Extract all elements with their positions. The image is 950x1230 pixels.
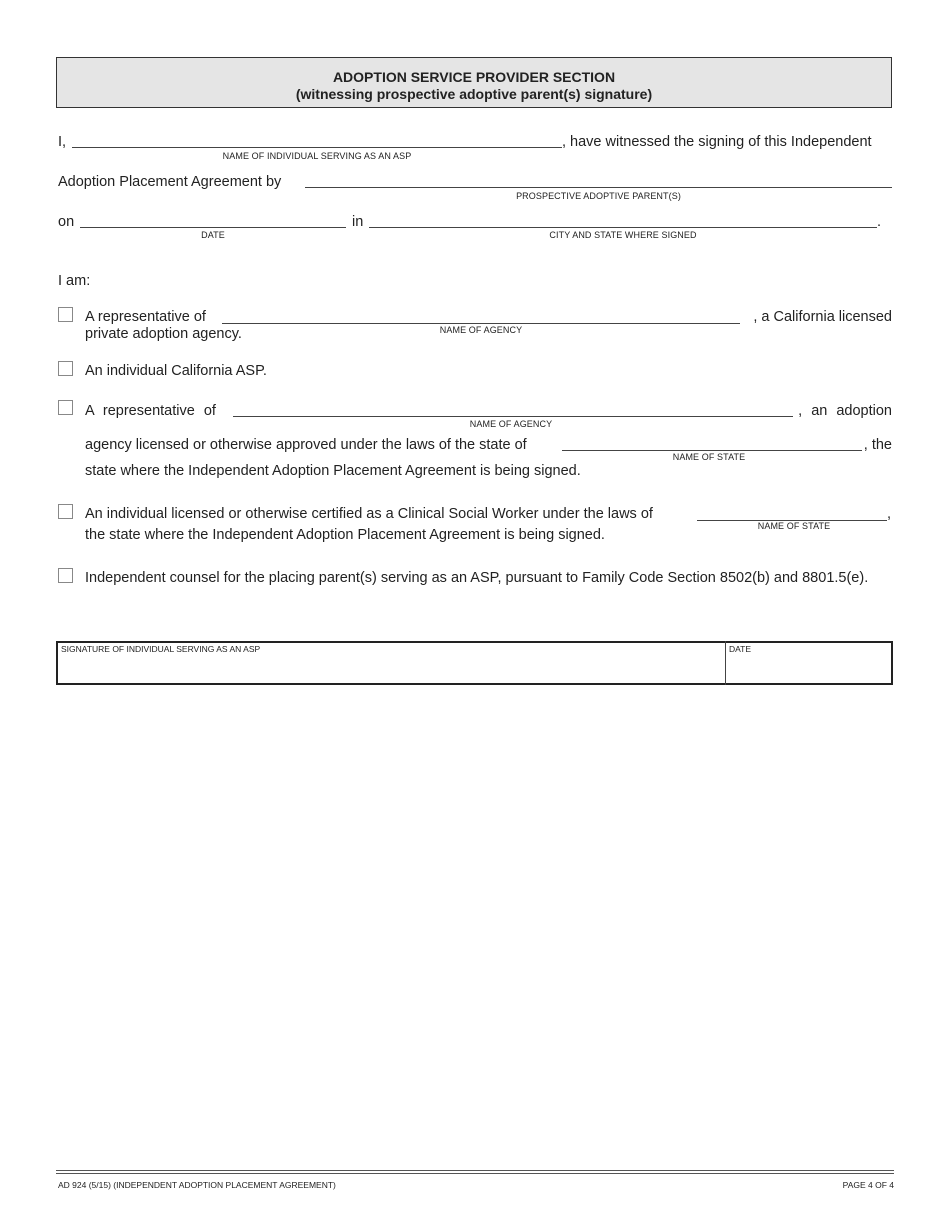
agency-name-field[interactable] [222,323,740,324]
signing-date-caption: DATE [201,230,225,240]
option-other-state-text-2: agency licensed or otherwise approved under the laws of the state of [85,437,527,453]
other-agency-name-caption: NAME OF AGENCY [469,419,553,429]
other-state-name-field[interactable] [562,450,862,451]
signature-label: SIGNATURE OF INDIVIDUAL SERVING AS AN ASP [61,644,261,654]
other-agency-name-field[interactable] [233,416,793,417]
agreement-by-label: Adoption Placement Agreement by [58,174,282,190]
option-other-state-checkbox[interactable] [58,400,73,415]
form-id: AD 924 (5/15) (INDEPENDENT ADOPTION PLACEMENT AGREEMENT) [58,1180,336,1190]
in-label: in [352,214,364,230]
i-am-label: I am: [58,273,91,289]
signature-date-field[interactable] [727,656,891,683]
adoptive-parents-field[interactable] [305,187,892,188]
other-state-name-caption: NAME OF STATE [672,452,746,462]
section-header [56,57,892,108]
signature-divider [725,641,726,685]
option-other-state-suffix: , an adoption [798,403,892,419]
option-other-state-text: A representative of [85,403,216,419]
option-individual-asp-checkbox[interactable] [58,361,73,376]
option-individual-asp-text: An individual California ASP. [85,363,267,379]
option-other-state-text-3: state where the Independent Adoption Placement Agreement is being signed. [85,463,581,479]
footer-rule-2 [56,1173,894,1174]
adoptive-parents-caption: PROSPECTIVE ADOPTIVE PARENT(S) [516,191,681,201]
city-state-caption: CITY AND STATE WHERE SIGNED [549,230,697,240]
section-subtitle: (witnessing prospective adoptive parent(s) signature) [295,86,653,102]
section-title: ADOPTION SERVICE PROVIDER SECTION [332,69,616,85]
signature-field[interactable] [58,656,723,683]
asp-name-field[interactable] [72,147,562,148]
asp-name-caption: NAME OF INDIVIDUAL SERVING AS AN ASP [222,151,412,161]
option-other-state-suffix-2: , the [863,437,892,453]
signature-date-label: DATE [729,644,752,654]
witness-suffix: , have witnessed the signing of this Independent [562,134,872,150]
option-social-worker-comma: , [887,506,892,522]
footer-rule [56,1170,894,1171]
option-agency-text: A representative of [85,309,206,325]
option-social-worker-text-2: the state where the Independent Adoption Placement Agreement is being signed. [85,527,605,543]
option-agency-text-2: private adoption agency. [85,326,242,342]
period: . [877,214,882,230]
city-state-field[interactable] [369,227,877,228]
option-social-worker-checkbox[interactable] [58,504,73,519]
social-worker-state-caption: NAME OF STATE [757,521,831,531]
signing-date-field[interactable] [80,227,346,228]
option-independent-counsel-text: Independent counsel for the placing parent(s) serving as an ASP, pursuant to Family Code Section 8502(b) and 8801.5(e). [85,570,869,586]
on-label: on [58,214,75,230]
option-agency-suffix: , a California licensed [753,309,892,325]
agency-name-caption: NAME OF AGENCY [439,325,523,335]
option-independent-counsel-checkbox[interactable] [58,568,73,583]
page-number: PAGE 4 OF 4 [842,1180,894,1190]
option-social-worker-text: An individual licensed or otherwise certified as a Clinical Social Worker under the laws of [85,506,653,522]
option-agency-checkbox[interactable] [58,307,73,322]
witness-prefix: I, [58,134,67,150]
